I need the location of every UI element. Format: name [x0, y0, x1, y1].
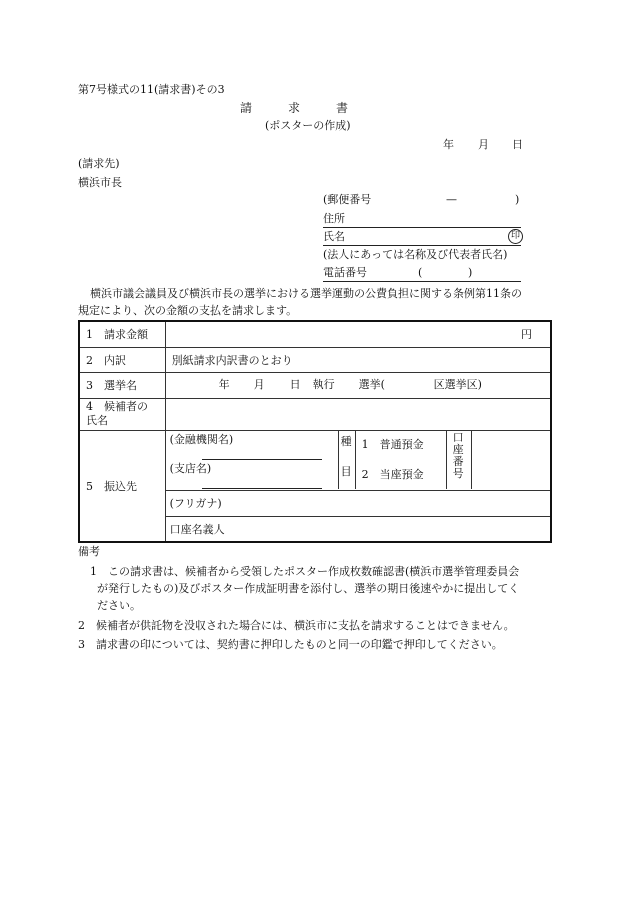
document-title: 請 求 書: [240, 101, 349, 115]
account-number-header: 口 座 番 号: [446, 431, 472, 489]
intro-line-1: 横浜市議会議員及び横浜市長の選挙における選挙運動の公費負担に関する条例第11条の: [90, 287, 522, 300]
phone-close: ): [468, 266, 473, 279]
phone-open: (: [418, 266, 423, 279]
candidate-name-field[interactable]: [165, 398, 551, 430]
form-id: 第7号様式の11(請求書)その3: [78, 83, 225, 96]
intro-line-2: 規定により、次の金額の支払を請求します。: [78, 304, 298, 317]
row-candidate: [79, 398, 551, 430]
bank-info-cell: [165, 430, 551, 490]
note-2: 2 候補者が供託物を没収された場合には、横浜市に支払を請求することはできません。: [78, 619, 515, 632]
postal-label: (郵便番号: [323, 193, 372, 206]
candidate-label: 4 候補者の 氏名: [79, 398, 165, 430]
branch-name-line[interactable]: [202, 488, 322, 489]
account-holder-field[interactable]: [165, 516, 551, 542]
account-type-current[interactable]: 2 当座預金: [361, 468, 424, 481]
corp-note: (法人にあっては名称及び代表者氏名): [323, 248, 508, 261]
document-subtitle: (ポスターの作成): [265, 119, 351, 132]
account-type-header: 種 目: [338, 431, 356, 489]
account-holder-label: 口座名義人: [169, 522, 225, 536]
row-election: [79, 372, 551, 398]
breakdown-label: 2 内訳: [79, 347, 165, 372]
claim-table: [78, 320, 552, 543]
transfer-label: 5 振込先: [79, 430, 165, 542]
seal-mark: 印: [508, 229, 523, 244]
note-1-line-1: 1 この請求書は、候補者から受領したポスター作成枚数確認書(横浜市選挙管理委員会: [90, 565, 520, 578]
claim-amount-label: 1 請求金額: [79, 321, 165, 347]
phone-label: 電話番号: [323, 266, 367, 279]
account-type-ordinary[interactable]: 1 普通預金: [361, 438, 424, 451]
election-field[interactable]: 年 月 日 執行 選挙( 区選挙区): [165, 372, 551, 398]
claim-amount-field[interactable]: [165, 321, 551, 347]
address-line[interactable]: [323, 227, 521, 228]
row-breakdown: [79, 347, 551, 372]
name-label: 氏名: [323, 230, 345, 243]
row-transfer-bank: [79, 430, 551, 490]
branch-name-label: (支店名): [169, 462, 212, 475]
recipient-label: (請求先): [78, 157, 120, 170]
election-label: 3 選挙名: [79, 372, 165, 398]
name-line[interactable]: [323, 245, 521, 246]
notes-heading: 備考: [78, 545, 100, 558]
date-day: 日: [512, 138, 523, 151]
row-claim-amount: [79, 321, 551, 347]
postal-dash: —: [446, 193, 457, 206]
recipient-name: 横浜市長: [78, 176, 122, 189]
note-3: 3 請求書の印については、契約書に押印したものと同一の印鑑で押印してください。: [78, 638, 503, 651]
furigana-label: (フリガナ): [169, 497, 222, 510]
note-1-line-2: が発行したもの)及びポスター作成証明書を添付し、選挙の期日後速やかに提出してく: [97, 582, 520, 595]
yen-unit: 円: [521, 328, 532, 342]
postal-close: ): [515, 193, 520, 206]
date-month: 月: [478, 138, 489, 151]
breakdown-value: 別紙請求内訳書のとおり: [165, 347, 551, 372]
date-year: 年: [443, 138, 454, 151]
note-1-line-3: ださい。: [97, 599, 141, 612]
bank-name-label: (金融機関名): [169, 433, 234, 446]
address-label: 住所: [323, 212, 345, 225]
account-number-field[interactable]: [471, 431, 559, 489]
phone-line[interactable]: [323, 281, 521, 282]
furigana-field[interactable]: [165, 490, 551, 516]
bank-name-line[interactable]: [202, 459, 322, 460]
